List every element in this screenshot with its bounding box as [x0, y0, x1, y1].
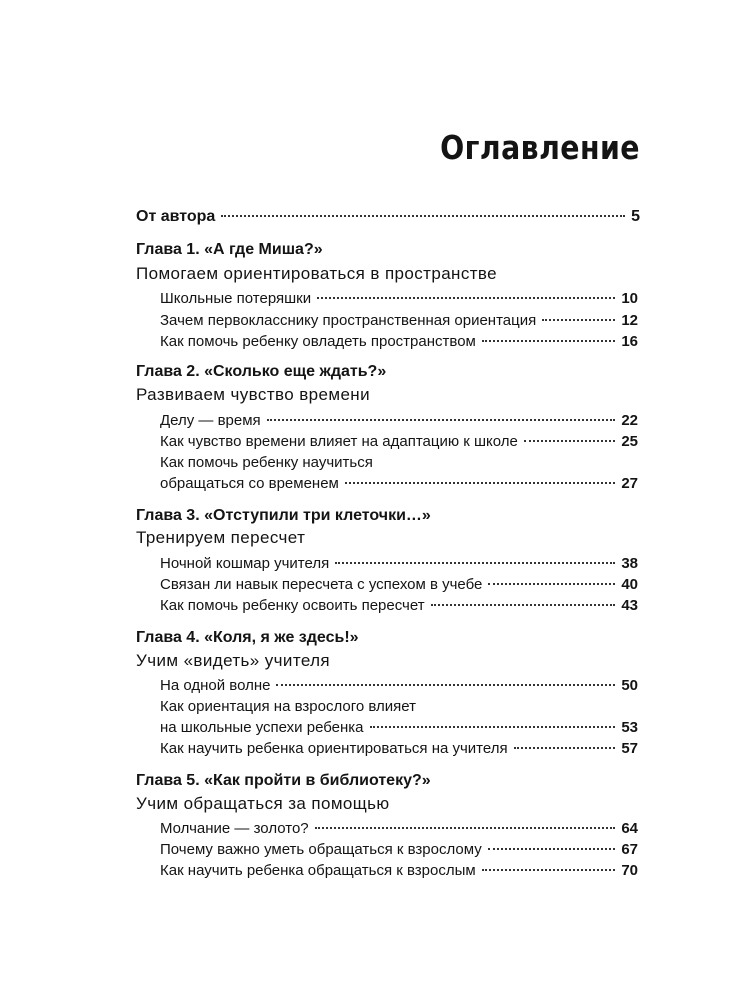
chapter-2-title[interactable]: Глава 2. «Сколько еще ждать?»: [136, 363, 387, 380]
toc-entry-label: Как чувство времени влияет на адаптацию к школе: [160, 433, 518, 450]
toc-page-number: 50: [621, 677, 638, 694]
toc-entry-label-line1: Как ориентация на взрослого влияет: [160, 698, 416, 715]
toc-entry[interactable]: [160, 597, 638, 615]
page-title: Оглавление: [440, 128, 640, 167]
chapter-1-subtitle: Помогаем ориентироваться в пространстве: [136, 264, 498, 283]
toc-entry[interactable]: [160, 719, 638, 737]
toc-entry-label: Почему важно уметь обращаться к взрослому: [160, 841, 482, 858]
toc-entry-label: От автора: [136, 208, 216, 225]
chapter-4-subtitle: Учим «видеть» учителя: [136, 651, 331, 670]
toc-entry[interactable]: [160, 740, 638, 758]
chapter-2-subtitle: Развиваем чувство времени: [136, 385, 370, 404]
toc-entry[interactable]: [160, 312, 638, 330]
toc-entry-label: Как научить ребенка обращаться к взрослым: [160, 862, 476, 879]
leader-dots: [267, 419, 616, 421]
toc-entry-author[interactable]: [136, 208, 640, 226]
chapter-1-title[interactable]: Глава 1. «А где Миша?»: [136, 241, 323, 258]
toc-entry-label: Как помочь ребенку овладеть пространством: [160, 333, 476, 350]
toc-entry[interactable]: [160, 576, 638, 594]
toc-entry-label: Зачем первокласснику пространственная ориентация: [160, 312, 537, 329]
toc-page-number: 67: [621, 841, 638, 858]
toc-page-number: 5: [631, 208, 640, 225]
leader-dots: [317, 297, 615, 299]
leader-dots: [276, 684, 615, 686]
leader-dots: [221, 215, 625, 217]
toc-entry-label: Ночной кошмар учителя: [160, 555, 330, 572]
leader-dots: [431, 604, 616, 606]
toc-entry-label: Связан ли навык пересчета с успехом в учебе: [160, 576, 483, 593]
toc-entry-label: на школьные успехи ребенка: [160, 719, 364, 736]
toc-page-number: 43: [621, 597, 638, 614]
toc-entry[interactable]: [160, 677, 638, 695]
leader-dots: [542, 319, 615, 321]
toc-page-number: 40: [621, 576, 638, 593]
toc-page-number: 27: [621, 475, 638, 492]
toc-page-number: 53: [621, 719, 638, 736]
toc-page-number: 25: [621, 433, 638, 450]
toc-entry-label: Как помочь ребенку освоить пересчет: [160, 597, 425, 614]
chapter-3-title[interactable]: Глава 3. «Отступили три клеточки…»: [136, 507, 431, 524]
toc-entry[interactable]: [160, 862, 638, 880]
leader-dots: [335, 562, 615, 564]
toc-entry[interactable]: [160, 433, 638, 451]
toc-entry[interactable]: [160, 555, 638, 573]
toc-page-number: 64: [621, 820, 638, 837]
chapter-3-subtitle: Тренируем пересчет: [136, 528, 306, 547]
leader-dots: [482, 340, 615, 342]
leader-dots: [514, 747, 616, 749]
toc-page-number: 10: [621, 290, 638, 307]
toc-entry[interactable]: [160, 333, 638, 351]
toc-entry[interactable]: [160, 820, 638, 838]
toc-entry-label: На одной волне: [160, 677, 271, 694]
leader-dots: [370, 726, 616, 728]
toc-page-number: 70: [621, 862, 638, 879]
toc-entry-label: Школьные потеряшки: [160, 290, 312, 307]
leader-dots: [488, 583, 615, 585]
toc-entry[interactable]: [160, 841, 638, 859]
leader-dots: [488, 848, 616, 850]
toc-page-number: 12: [621, 312, 638, 329]
toc-page-number: 38: [621, 555, 638, 572]
toc-entry-label: обращаться со временем: [160, 475, 339, 492]
toc-entry[interactable]: [160, 290, 638, 308]
toc-page-number: 22: [621, 412, 638, 429]
leader-dots: [524, 440, 615, 442]
toc-entry[interactable]: [160, 412, 638, 430]
leader-dots: [345, 482, 615, 484]
toc-entry-label: Делу — время: [160, 412, 261, 429]
toc-entry-label: Молчание — золото?: [160, 820, 309, 837]
leader-dots: [315, 827, 616, 829]
chapter-5-subtitle: Учим обращаться за помощью: [136, 794, 390, 813]
chapter-5-title[interactable]: Глава 5. «Как пройти в библиотеку?»: [136, 772, 431, 789]
toc-page-number: 57: [621, 740, 638, 757]
toc-entry[interactable]: [160, 475, 638, 493]
toc-entry-label: Как научить ребенка ориентироваться на учителя: [160, 740, 508, 757]
chapter-4-title[interactable]: Глава 4. «Коля, я же здесь!»: [136, 629, 359, 646]
toc-entry-label-line1: Как помочь ребенку научиться: [160, 454, 373, 471]
leader-dots: [482, 869, 616, 871]
toc-page-number: 16: [621, 333, 638, 350]
